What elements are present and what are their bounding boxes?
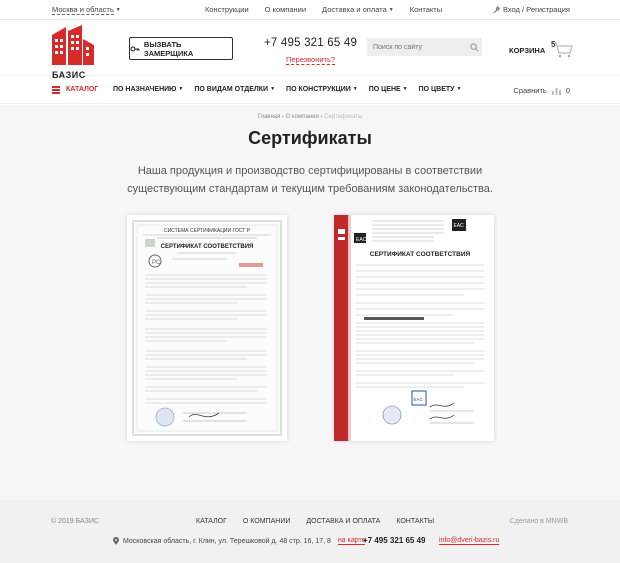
search-icon[interactable] bbox=[470, 43, 479, 52]
cart-button[interactable] bbox=[509, 41, 573, 59]
chevron-down-icon: ▼ bbox=[456, 86, 462, 93]
certificate-image-2[interactable] bbox=[334, 215, 494, 441]
map-pin-icon bbox=[113, 537, 119, 545]
phone-block bbox=[264, 37, 357, 67]
nav-by-price[interactable] bbox=[369, 86, 408, 93]
nav-label: ПО ВИДАМ ОТДЕЛКИ bbox=[194, 86, 269, 93]
footer-address bbox=[113, 537, 365, 545]
made-by[interactable]: Сделано в MNWB bbox=[509, 518, 568, 525]
compare-link[interactable] bbox=[513, 86, 570, 95]
certificate-image-1[interactable] bbox=[127, 215, 287, 441]
nav-label: ПО ЦВЕТУ bbox=[418, 86, 455, 93]
address-text: Московская область, г. Клин, ул. Терешковой д. 48 стр. 16, 17, 8 bbox=[123, 537, 331, 545]
compare-icon bbox=[552, 87, 561, 95]
footer-nav-delivery[interactable]: ДОСТАВКА И ОПЛАТА bbox=[306, 518, 381, 525]
chevron-down-icon: ▼ bbox=[352, 86, 358, 93]
top-nav-about[interactable]: О компании bbox=[264, 5, 307, 14]
top-bar bbox=[0, 0, 620, 20]
wrench-icon bbox=[492, 6, 500, 14]
search-input[interactable] bbox=[367, 38, 482, 56]
chevron-down-icon: ▼ bbox=[388, 7, 394, 14]
footer-nav-contacts[interactable]: КОНТАКТЫ bbox=[396, 518, 435, 525]
svg-text:EAC: EAC bbox=[413, 397, 423, 402]
company-logo[interactable] bbox=[52, 25, 94, 71]
certificate-1-header: СИСТЕМА СЕРТИФИКАЦИИ ГОСТ Р bbox=[163, 228, 251, 234]
nav-by-finish[interactable] bbox=[194, 86, 275, 93]
top-nav-contacts[interactable]: Контакты bbox=[409, 5, 443, 14]
certificate-2-title: СЕРТИФИКАТ СООТВЕТСТВИЯ bbox=[369, 251, 471, 258]
main-nav bbox=[0, 76, 620, 104]
catalog-menu-button[interactable] bbox=[52, 86, 98, 93]
region-selector[interactable] bbox=[52, 5, 121, 14]
breadcrumb-home[interactable]: Главная bbox=[257, 114, 281, 120]
catalog-label: КАТАЛОГ bbox=[66, 86, 99, 93]
top-nav bbox=[205, 5, 442, 14]
top-nav-constructions[interactable]: Конструкции bbox=[205, 5, 249, 14]
callback-link[interactable]: Перезвонить? bbox=[285, 55, 336, 64]
chevron-down-icon: ▼ bbox=[270, 86, 276, 93]
svg-text:EAC: EAC bbox=[453, 223, 464, 229]
breadcrumb-about[interactable]: О компании bbox=[285, 114, 319, 120]
breadcrumb-current: Сертификаты bbox=[324, 114, 363, 120]
key-icon bbox=[130, 45, 140, 53]
call-measurer-button[interactable] bbox=[129, 37, 233, 60]
footer-nav bbox=[196, 518, 434, 525]
cart-label: КОРЗИНА bbox=[509, 45, 546, 55]
compare-count: 0 bbox=[565, 86, 570, 95]
footer bbox=[0, 500, 620, 563]
call-measurer-label: ВЫЗВАТЬ ЗАМЕРЩИКА bbox=[143, 39, 194, 58]
nav-by-construction[interactable] bbox=[286, 86, 358, 93]
nav-by-color[interactable] bbox=[419, 86, 462, 93]
top-nav-delivery-label: Доставка и оплата bbox=[322, 5, 387, 14]
svg-text:EAC: EAC bbox=[356, 237, 367, 243]
page-title: Сертификаты bbox=[248, 128, 372, 148]
login-link[interactable] bbox=[492, 5, 570, 14]
top-nav-delivery[interactable] bbox=[322, 5, 394, 14]
logo-text: БАЗИС bbox=[52, 70, 86, 80]
main-nav-items bbox=[113, 86, 461, 93]
header-phone[interactable]: +7 495 321 65 49 bbox=[264, 37, 358, 49]
chevron-down-icon: ▼ bbox=[178, 86, 184, 93]
chevron-down-icon: ▼ bbox=[402, 86, 408, 93]
footer-phone[interactable]: +7 495 321 65 49 bbox=[363, 536, 426, 545]
cart-count: 5 bbox=[551, 40, 556, 49]
map-link[interactable]: на карте bbox=[337, 537, 366, 544]
login-label: Вход / Регистрация bbox=[502, 5, 570, 14]
nav-label: ПО НАЗНАЧЕНИЮ bbox=[113, 86, 177, 93]
hamburger-icon bbox=[52, 86, 60, 93]
nav-label: ПО КОНСТРУКЦИИ bbox=[286, 86, 351, 93]
intro-text: Наша продукция и производство сертифицированы в соответствии существующим стандартам и текущим требованиям законодательства. bbox=[127, 165, 493, 195]
certificate-2-scan bbox=[334, 215, 494, 441]
footer-email[interactable]: info@dveri-bazis.ru bbox=[439, 537, 500, 544]
header bbox=[0, 20, 620, 80]
nav-label: ПО ЦЕНЕ bbox=[368, 86, 401, 93]
chevron-down-icon: ▼ bbox=[115, 7, 121, 14]
footer-nav-about[interactable]: О КОМПАНИИ bbox=[242, 518, 291, 525]
nav-by-purpose[interactable] bbox=[113, 86, 183, 93]
footer-nav-catalog[interactable]: КАТАЛОГ bbox=[196, 518, 227, 525]
copyright: © 2019 БАЗИС bbox=[51, 518, 99, 525]
certificate-1-scan bbox=[127, 215, 287, 441]
region-label: Москва и область bbox=[52, 5, 114, 14]
certificate-1-title: СЕРТИФИКАТ СООТВЕТСТВИЯ bbox=[160, 244, 254, 250]
compare-label: Сравнить bbox=[513, 86, 547, 95]
svg-text:PC: PC bbox=[152, 260, 161, 266]
breadcrumb: Главная › О компании › Сертификаты bbox=[257, 114, 363, 120]
